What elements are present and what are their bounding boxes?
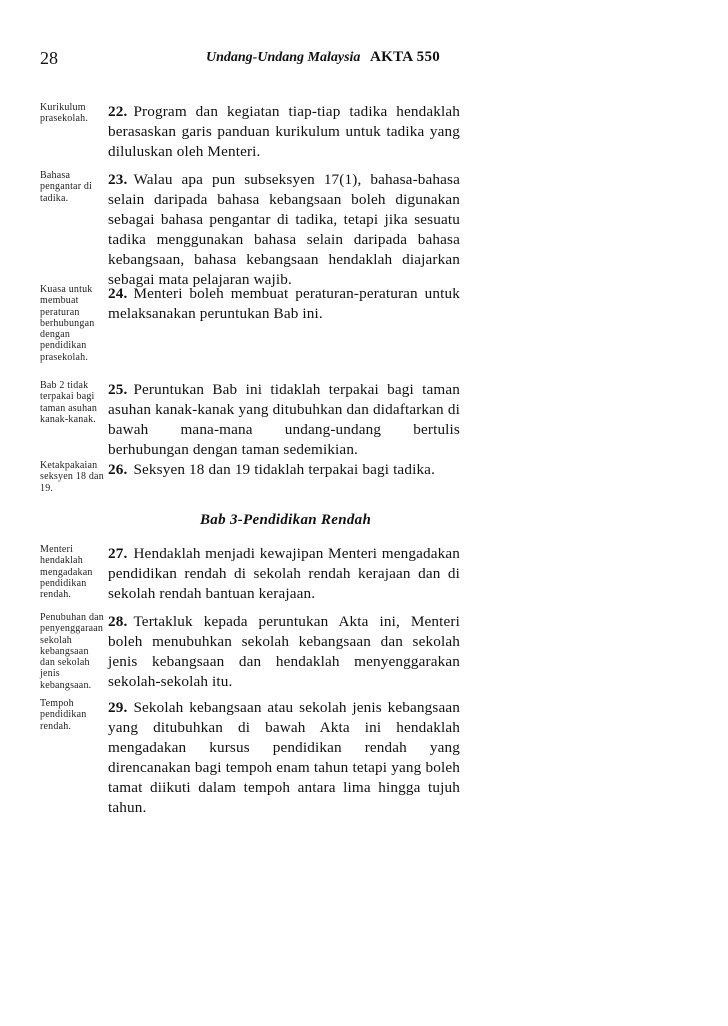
section-number: 26. bbox=[108, 461, 128, 478]
section-body bbox=[108, 612, 460, 692]
marginal-note: Bahasa pengantar di tadika. bbox=[40, 170, 93, 204]
page-header bbox=[40, 44, 460, 72]
section-number: 22. bbox=[108, 103, 128, 120]
running-title: Undang-Undang Malaysia bbox=[206, 50, 361, 65]
section-number: 23. bbox=[108, 171, 128, 188]
marginal-note: Tempoh pendidikan rendah. bbox=[40, 698, 87, 732]
section-text: Walau apa pun subseksyen 17(1), bahasa-bahasa selain daripada bahasa kebangsaan boleh digunakan sebagai bahasa pengantar di tadika, tetapi jika sesuatu tadika menggunakan bahasa selain daripada bahasa kebangsaan, bahasa kebangsaan hendaklah diajarkan sebagai mata pelajaran wajib. bbox=[108, 171, 460, 288]
section-number: 29. bbox=[108, 699, 128, 716]
part-heading: Bab 3-Pendidikan Rendah bbox=[200, 512, 372, 528]
section-number: 27. bbox=[108, 545, 128, 562]
marginal-note: Menteri hendaklah mengadakan pendidikan rendah. bbox=[40, 544, 93, 601]
page-number: 28 bbox=[40, 48, 58, 68]
section-text: Peruntukan Bab ini tidaklah terpakai bagi taman asuhan kanak-kanak yang ditubuhkan dan didaftarkan di bawah mana-mana undang-undang bertulis berhubungan dengan taman sedemikian. bbox=[108, 381, 460, 458]
marginal-note: Kurikulum prasekolah. bbox=[40, 102, 89, 125]
act-number: AKTA 550 bbox=[370, 49, 441, 65]
marginal-note: Kuasa untuk membuat peraturan berhubungan dengan pendidikan prasekolah. bbox=[40, 284, 95, 363]
section-body bbox=[108, 284, 460, 324]
section-text: Sekolah kebangsaan atau sekolah jenis kebangsaan yang ditubuhkan di bawah Akta ini hendaklah mengadakan kursus pendidikan rendah yang direncanakan bagi tempoh enam tahun tetapi yang boleh tamat diikuti dalam tempoh antara lima hingga tujuh tahun. bbox=[108, 699, 460, 816]
section-body bbox=[108, 544, 460, 604]
section-number: 24. bbox=[108, 285, 128, 302]
section-number: 28. bbox=[108, 613, 128, 630]
marginal-note: Penubuhan dan penyenggaraan sekolah kebangsaan dan sekolah jenis kebangsaan. bbox=[40, 612, 104, 691]
section-number: 25. bbox=[108, 381, 128, 398]
section-text: Tertakluk kepada peruntukan Akta ini, Menteri boleh menubuhkan sekolah kebangsaan dan sekolah jenis kebangsaan dan hendaklah menyenggarakan sekolah-sekolah itu. bbox=[108, 613, 460, 690]
section-body bbox=[108, 170, 460, 290]
section-body bbox=[108, 380, 460, 460]
section-body bbox=[108, 460, 460, 480]
section-text: Program dan kegiatan tiap-tiap tadika hendaklah berasaskan garis panduan kurikulum untuk tadika yang diluluskan oleh Menteri. bbox=[108, 103, 460, 160]
section-text: Hendaklah menjadi kewajipan Menteri mengadakan pendidikan rendah di sekolah rendah kerajaan dan di sekolah rendah bantuan kerajaan. bbox=[108, 545, 460, 602]
section-text: Menteri boleh membuat peraturan-peraturan untuk melaksanakan peruntukan Bab ini. bbox=[108, 285, 460, 322]
section-text: Seksyen 18 dan 19 tidaklah terpakai bagi tadika. bbox=[133, 461, 436, 478]
marginal-note: Ketakpakaian seksyen 18 dan 19. bbox=[40, 460, 104, 494]
marginal-note: Bab 2 tidak terpakai bagi taman asuhan kanak-kanak. bbox=[40, 380, 98, 425]
section-body bbox=[108, 102, 460, 162]
section-body bbox=[108, 698, 460, 818]
